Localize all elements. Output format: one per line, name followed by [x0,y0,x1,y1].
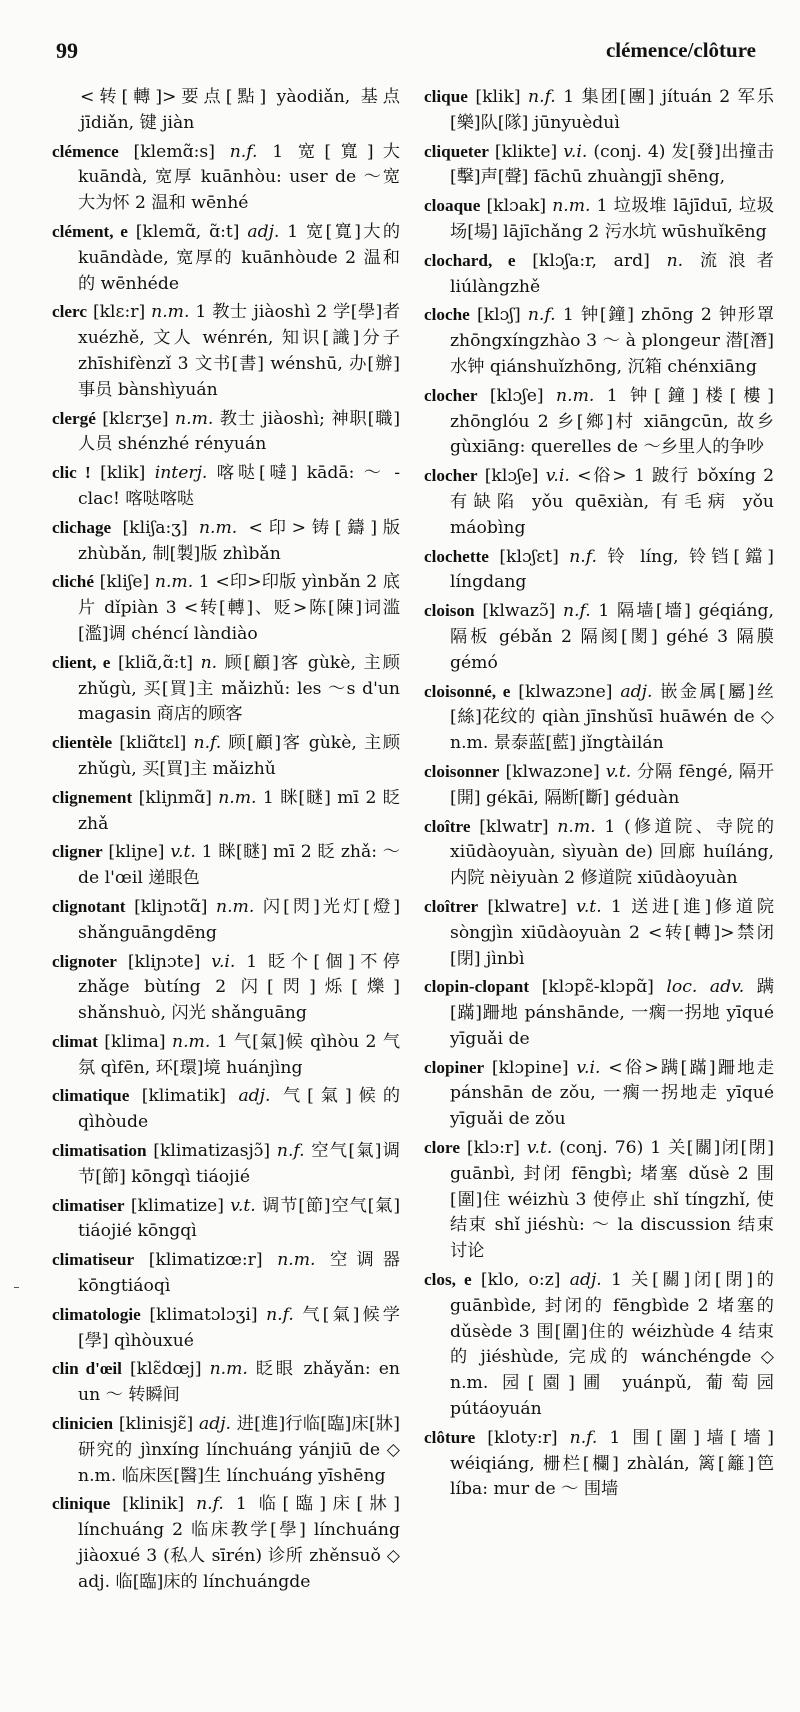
dictionary-entry [424,383,774,461]
grammar-label: n.m. [552,196,591,217]
pronunciation: [klemɑ̃, ɑ̃:t] [135,221,240,242]
definition: 1 (修道院、寺院的 xiūdàoyuàn, sìyuàn de) 回廊 huíláng, 内院 nèiyuàn 2 修道院 xiūdàoyuàn [450,816,775,889]
pronunciation: [klɔʃe] [489,385,544,406]
definition: 喀哒[噠] kādā: ～ - clac! 喀哒喀哒 [78,463,401,509]
dictionary-entry [424,894,774,972]
pronunciation: [klɔʃe] [484,466,539,487]
definition: 蹒[蹣]跚地 pánshānde, 一瘸一拐地 yīqué yīguǎi de [450,977,775,1049]
pronunciation: [kliʃa:ʒ] [122,517,188,538]
pronunciation: [kliɲmɑ̃] [138,787,212,808]
dictionary-entry [52,894,400,947]
pronunciation: [klima] [104,1031,166,1052]
definition: 空调器 kōngtiáoqì [78,1250,400,1297]
pronunciation: [klimatik] [141,1086,226,1107]
headword: clin d'œil [52,1359,122,1379]
pronunciation: [klik] [100,463,146,484]
definition: (conj. 4) 发[發]出撞击[擊]声[聲] fāchū zhuàngjī shēng, [450,141,775,188]
definition: 1 临[臨]床[牀] línchuáng 2 临床教学[學] línchuáng jiàoxué 3 (私人 sīrén) 诊所 zhěnsuǒ ◇ adj. 临[臨]床的 línchuángde [78,1494,401,1592]
headword: climatiseur [52,1250,135,1270]
headword: clochette [424,546,489,566]
pronunciation: [klɛrʒe] [102,408,169,429]
grammar-label: n.m. [198,517,238,538]
headword: clocher [424,466,478,486]
pronunciation: [klemɑ̃:s] [133,141,215,162]
grammar-label: n.m. [216,896,255,917]
pronunciation: [klikte] [494,141,558,162]
grammar-label: v.t. [526,1138,553,1159]
pronunciation: [klɛ:r] [92,302,146,323]
dictionary-entry [424,598,774,676]
headword: climatiser [52,1195,125,1215]
dictionary-entry [424,544,774,597]
headword: climat [52,1031,98,1051]
headword: clinicien [52,1414,114,1434]
dictionary-entry [52,84,400,137]
grammar-label: adj. [247,221,280,242]
dictionary-entry [424,1425,774,1503]
grammar-label: n.f. [528,87,556,107]
dictionary-entry [52,1491,400,1595]
dictionary-entry [52,1083,400,1136]
pronunciation: [kliɲe] [108,842,165,863]
dictionary-entry [52,1302,400,1355]
pronunciation: [klwazɔne] [518,681,613,702]
grammar-label: v.i. [211,951,236,972]
definition: 调节[節]空气[氣] tiáojié kōngqì [78,1195,401,1242]
dictionary-entry [424,248,774,301]
headword: cloison [424,601,475,621]
pronunciation: [klɔ:r] [466,1138,520,1159]
definition: 1 送进[進]修道院 sòngjìn xiūdàoyuàn 2 <转[轉]>禁闭[閉] jìnbì [450,896,775,969]
headword: climatisation [52,1141,147,1161]
dictionary-entry [424,1135,774,1265]
grammar-label: v.t. [230,1195,256,1216]
pronunciation: [klimatizasjɔ̃] [153,1141,271,1162]
pronunciation: [klɔpɛ̃-klɔpɑ̃] [541,977,654,998]
grammar-label: n.f. [562,601,591,622]
pronunciation: [klik] [475,87,521,107]
pronunciation: [klinisjɛ̃] [118,1414,194,1435]
grammar-label: n.f. [569,1427,598,1448]
right-column [424,84,774,1505]
definition: 1 垃圾堆 lājīduī, 垃圾场[場] lājīchǎng 2 污水坑 wūshuǐkēng [450,196,774,242]
headword: cligner [52,842,103,862]
dictionary-entry [52,1356,400,1409]
grammar-label: n.f. [276,1141,305,1162]
headword: clore [424,1138,460,1158]
definition: 1 教士 jiàoshì 2 学[學]者 xuézhě, 文人 wénrén, 知识[識]分子 zhīshifènzǐ 3 文书[書] wénshū, 办[辦]事员 bànshìyuán [78,302,401,400]
pronunciation: [kliɲɔtɑ̃] [134,896,208,917]
headword: clocher [424,385,478,405]
pronunciation: [klimatizœ:r] [148,1250,263,1271]
grammar-label: n.m. [209,1359,248,1380]
definition: 1 钟[鐘] zhōng 2 钟形罩 zhōngxíngzhào 3 ～ à plongeur 潜[潛]水钟 qiánshuǐzhōng, 沉箱 chénxiāng [450,305,775,377]
headword: climatique [52,1086,130,1106]
headword: clergé [52,408,96,428]
headword: cloître [424,816,471,836]
grammar-label: n.f. [193,733,222,754]
pronunciation: [klwazɔ̃] [482,601,556,622]
dictionary-entry [52,406,400,459]
dictionary-entry [424,974,774,1052]
headword: cliqueter [424,141,489,161]
pronunciation: [klwatr] [479,816,549,837]
grammar-label: n.f. [569,546,597,567]
definition: <俗> 1 跛行 bǒxíng 2 有缺陷 yǒu quēxiàn, 有毛病 yǒu máobìng [450,466,775,538]
grammar-label: v.t. [170,842,196,863]
definition: 1 眯[瞇] mī 2 眨 zhǎ: ～ de l'œil 递眼色 [78,842,400,889]
definition: 眨眼 zhǎyǎn: en un ～ 转瞬间 [78,1359,400,1406]
definition: 进[進]行临[臨]床[牀]研究的 jìnxíng línchuáng yánjiū de ◇ n.m. 临床医[醫]生 línchuáng yīshēng [78,1414,401,1486]
grammar-label: n.f. [229,141,258,162]
pronunciation: [klwazɔne] [505,761,600,782]
dictionary-entry [424,679,774,757]
definition: 气[氣]候的 qìhòude [78,1086,401,1133]
pronunciation: [kliɲɔte] [127,951,201,972]
definition: 嵌金属[屬]丝[絲]花纹的 qiàn jīnshǔsī huāwén de ◇ n.m. 景泰蓝[藍] jǐngtàilán [450,681,774,754]
headword: cloche [424,305,470,325]
grammar-label: adj. [620,681,653,702]
dictionary-entry [52,1029,400,1082]
headword: clopin-clopant [424,977,530,997]
grammar-label: n. [200,652,218,673]
headword: clientèle [52,733,113,753]
dictionary-entry [424,463,774,541]
dictionary-entry [52,569,400,647]
grammar-label: interj. [154,463,208,484]
headword: cloisonné, e [424,681,511,701]
grammar-label: n.f. [527,305,556,326]
grammar-label: n.m. [151,302,190,323]
definition: 1 关[關]闭[閉]的 guānbìde, 封闭的 fēngbìde 2 堵塞的 dǔsède 3 围[圍]住的 wéizhùde 4 结束的 jiéshùde, 完成的 wánchéngde ◇ n.m. 园[園]圃 yuánpǔ, 葡萄园 pútáoyuán [450,1270,774,1420]
definition: 1 宽[寬]大的 kuāndàde, 宽厚的 kuānhòude 2 温和的 wēnhéde [78,221,401,294]
pronunciation: [kliɑ̃,ɑ̃:t] [118,652,194,673]
pronunciation: [kloty:r] [487,1427,558,1448]
dictionary-entry [424,1055,774,1133]
definition: 1 眯[瞇] mī 2 眨 zhǎ [78,787,400,834]
grammar-label: n.m. [154,572,194,593]
definition: 教士 jiàoshì; 神职[職]人员 shénzhé rényuán [78,408,401,455]
page-number: 99 [56,38,78,63]
grammar-label: v.i. [545,466,570,487]
grammar-label: n.m. [556,385,595,406]
dictionary-entry [52,1138,400,1191]
grammar-label: adj. [198,1414,232,1435]
definition: 气[氣]候学[學] qìhòuxué [78,1304,400,1351]
definition: 1 宽[寬]大 kuāndà, 宽厚 kuānhòu: user de ～宽大为怀 2 温和 wēnhé [78,141,400,214]
dictionary-entry [424,139,774,192]
definition: 1 钟[鐘]楼[樓] zhōnglóu 2 乡[鄉]村 xiāngcūn, 故乡 gùxiāng: querelles de ～乡里人的争吵 [450,385,775,458]
dictionary-entry [424,759,774,812]
pronunciation: [klɔʃa:r, ard] [532,250,650,271]
definition: 顾[顧]客 gùkè, 主顾 zhǔgù, 买[買]主 mǎizhǔ: les ～s d'un magasin 商店的顾客 [78,652,400,725]
headword: clinique [52,1494,111,1514]
definition: 流浪者 liúlàngzhě [450,250,774,297]
grammar-label: loc. adv. [666,977,745,998]
pronunciation: [klimatɔlɔʒi] [149,1304,258,1325]
headword: clichage [52,517,112,537]
dictionary-entry [424,814,774,892]
grammar-label: n.m. [218,787,257,808]
pronunciation: [kliʃe] [99,572,150,593]
dictionary-entry [52,460,400,513]
pronunciation: [klwatre] [487,896,567,917]
dictionary-entry [424,1267,774,1423]
dictionary-entry [52,949,400,1027]
pronunciation: [klɔʃ] [477,305,521,326]
pronunciation: [klinik] [122,1494,185,1515]
dictionary-entry [424,193,774,246]
grammar-label: v.t. [576,896,602,917]
definition: <印>铸[鑄]版 zhùbǎn, 制[製]版 zhìbǎn [78,517,401,564]
headword: clos, e [424,1270,472,1290]
headword: clôture [424,1427,476,1447]
headword: clignoter [52,951,117,971]
dictionary-entry [52,1411,400,1489]
grammar-label: n.m. [172,1031,211,1052]
grammar-label: n.m. [277,1250,316,1271]
definition: <转[轉]>要点[點] yàodiǎn, 基点 jīdiǎn, 键 jiàn [80,87,400,133]
definition: 闪[閃]光灯[燈] shǎnguāngdēng [78,896,401,943]
pronunciation: [klimatize] [130,1195,224,1216]
headword: clémence [52,141,119,161]
grammar-label: adj. [569,1270,602,1291]
pronunciation: [klo, o:z] [480,1270,561,1291]
pronunciation: [klɔak] [486,196,547,217]
definition: 1 隔墙[墻] géqiáng, 隔板 gébǎn 2 隔阂[閡] géhé 3 隔膜 gémó [450,601,774,673]
page-header [56,38,756,68]
margin-mark [14,1287,19,1288]
dictionary-entry [52,785,400,838]
headword: clochard, e [424,250,516,270]
headword: clerc [52,302,87,322]
grammar-label: n. [666,250,684,271]
definition: <俗>蹒[蹣]跚地走 pánshān de zǒu, 一瘸一拐地走 yīqué yīguǎi de zǒu [450,1057,775,1130]
grammar-label: v.t. [605,761,632,782]
running-head: clémence/clôture [605,38,756,62]
pronunciation: [klɔpine] [491,1057,569,1078]
headword: cloîtrer [424,896,479,916]
grammar-label: n.f. [266,1304,294,1325]
headword: clic ! [52,463,91,483]
dictionary-entry [52,515,400,568]
dictionary-entry [424,84,774,137]
grammar-label: v.i. [576,1057,601,1078]
definition: 1 <印>印版 yìnbǎn 2 底片 dǐpiàn 3 <转[轉]、贬>陈[陳]词滥[濫]调 chéncí làndiào [78,572,400,644]
dictionary-entry [52,1247,400,1300]
headword: clignotant [52,896,126,916]
grammar-label: v.i. [563,141,588,162]
definition: (conj. 76) 1 关[關]闭[閉] guānbì, 封闭 fēngbì; 堵塞 dǔsè 2 围[圍]住 wéizhù 3 使停止 shǐ tíngzhǐ, 使结束 shǐ jiéshù: ～ la discussion 结束讨论 [450,1138,774,1262]
grammar-label: n.m. [175,408,214,429]
definition: 1 气[氣]候 qìhòu 2 气氛 qìfēn, 环[環]境 huánjìng [78,1031,401,1078]
pronunciation: [klɛ̃dœj] [129,1359,202,1380]
left-column [52,84,400,1598]
definition: 顾[顧]客 gùkè, 主顾 zhǔgù, 买[買]主 mǎizhǔ [78,733,401,779]
dictionary-entry [52,1193,400,1246]
grammar-label: adj. [238,1086,271,1107]
pronunciation: [klɔʃɛt] [499,546,559,567]
dictionary-entry [52,299,400,403]
dictionary-entry [52,650,400,728]
definition: 1 眨个[個]不停 zhǎge bùtíng 2 闪[閃]烁[爍] shǎnshuò, 闪光 shǎnguāng [78,951,400,1024]
headword: clique [424,87,468,106]
definition: 1 围[圍]墙[墻] wéiqiáng, 栅栏[欄] zhàlán, 篱[籬]笆 líba: mur de ～ 围墙 [450,1427,774,1500]
dictionary-entry [52,730,400,783]
dictionary-entry [424,302,774,380]
grammar-label: n.f. [196,1494,224,1515]
headword: climatologie [52,1304,141,1324]
headword: client, e [52,652,111,672]
dictionary-entry [52,839,400,892]
pronunciation: [kliɑ̃tɛl] [119,733,187,754]
headword: clément, e [52,221,128,241]
headword: clignement [52,787,133,807]
definition: 铃 líng, 铃铛[鐺] língdang [450,546,774,593]
definition: 分隔 fēngé, 隔开[開] gékāi, 隔断[斷] géduàn [450,761,774,808]
headword: cloisonner [424,761,500,781]
dictionary-entry [52,219,400,297]
headword: cloaque [424,196,481,216]
grammar-label: n.m. [557,816,596,837]
definition: 空气[氣]调节[節] kōngqì tiáojié [78,1141,400,1187]
headword: clopiner [424,1057,485,1077]
definition: 1 集团[團] jítuán 2 军乐[樂]队[隊] jūnyuèduì [450,87,774,133]
headword: cliché [52,572,94,592]
dictionary-entry [52,139,400,217]
